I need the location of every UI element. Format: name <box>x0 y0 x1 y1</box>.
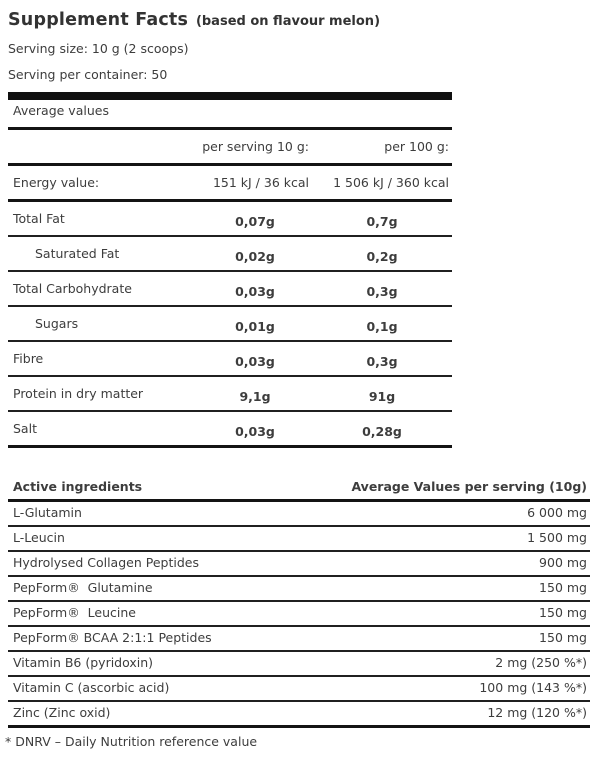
table-row <box>8 306 452 341</box>
row-value-per-100g: 0,3g <box>366 354 398 369</box>
active-ingredients-table <box>8 479 590 728</box>
ingredient-label: PepForm® Glutamine <box>13 580 153 595</box>
row-value-per-serving: 0,03g <box>235 284 275 299</box>
ingredient-label: Vitamin B6 (pyridoxin) <box>13 655 154 670</box>
thick-divider-bar <box>8 92 452 100</box>
row-value-per-100g: 0,3g <box>366 284 398 299</box>
ingredient-value: 2 mg (250 %*) <box>495 655 587 670</box>
ingredient-label: Zinc (Zinc oxid) <box>13 705 111 720</box>
table-row <box>8 411 452 447</box>
table-row <box>8 376 452 411</box>
table-row <box>8 626 590 651</box>
table-header-row <box>8 479 590 501</box>
row-value-per-100g: 1 506 kJ / 360 kcal <box>333 175 449 190</box>
row-value-per-100g: 0,1g <box>366 319 398 334</box>
table-row <box>8 651 590 676</box>
row-label: Saturated Fat <box>35 246 120 261</box>
ingredient-value: 150 mg <box>539 605 587 620</box>
table-row <box>8 501 590 527</box>
ingredient-value: 1 500 mg <box>527 530 587 545</box>
ingredient-value: 100 mg (143 %*) <box>479 680 587 695</box>
row-value-per-100g: 0,2g <box>366 249 398 264</box>
table-row <box>8 576 590 601</box>
nutrition-values-table <box>8 100 452 448</box>
row-value-per-serving: 0,02g <box>235 249 275 264</box>
average-values-header: Average Values per serving (10g) <box>351 479 587 494</box>
ingredient-label: Vitamin C (ascorbic acid) <box>13 680 170 695</box>
row-value-per-serving: 0,07g <box>235 214 275 229</box>
row-label: Energy value: <box>13 175 100 190</box>
table-header-row <box>8 129 452 165</box>
table-row <box>8 100 452 129</box>
page-subtitle: (based on flavour melon) <box>195 14 381 29</box>
row-value-per-serving: 0,03g <box>235 424 275 439</box>
dnrv-footnote: * DNRV – Daily Nutrition reference value <box>5 734 258 749</box>
row-label: Total Carbohydrate <box>13 281 132 296</box>
ingredient-value: 12 mg (120 %*) <box>487 705 587 720</box>
row-label: Total Fat <box>13 211 65 226</box>
ingredient-label: L-Leucin <box>13 530 65 545</box>
ingredient-value: 150 mg <box>539 630 587 645</box>
table-row <box>8 601 590 626</box>
table-row <box>8 676 590 701</box>
row-value-per-100g: 0,7g <box>366 214 398 229</box>
table-row <box>8 236 452 271</box>
average-values-label: Average values <box>13 103 109 118</box>
row-label: Fibre <box>13 351 44 366</box>
page-title: Supplement Facts <box>8 10 189 30</box>
row-value-per-serving: 0,01g <box>235 319 275 334</box>
row-value-per-serving: 151 kJ / 36 kcal <box>212 175 309 190</box>
ingredient-label: PepForm® Leucine <box>13 605 136 620</box>
ingredient-label: L-Glutamin <box>13 505 82 520</box>
row-value-per-serving: 0,03g <box>235 354 275 369</box>
row-value-per-100g: 91g <box>368 389 396 404</box>
table-row <box>8 165 452 201</box>
serving-size-text: Serving size: 10 g (2 scoops) <box>8 41 189 56</box>
table-row <box>8 341 452 376</box>
row-label: Sugars <box>35 316 79 331</box>
ingredient-value: 900 mg <box>539 555 587 570</box>
row-label: Protein in dry matter <box>13 386 144 401</box>
table-row <box>8 201 452 237</box>
table-row <box>8 551 590 576</box>
ingredient-label: Hydrolysed Collagen Peptides <box>13 555 199 570</box>
column-header-per-100g: per 100 g: <box>384 139 449 154</box>
row-value-per-100g: 0,28g <box>362 424 402 439</box>
ingredient-value: 6 000 mg <box>527 505 587 520</box>
row-label: Salt <box>13 421 37 436</box>
table-row <box>8 701 590 727</box>
ingredient-value: 150 mg <box>539 580 587 595</box>
spacer-cell <box>8 129 198 165</box>
table-row <box>8 271 452 306</box>
servings-per-container-text: Serving per container: 50 <box>8 67 168 82</box>
title-row <box>8 10 605 30</box>
ingredient-label: PepForm® BCAA 2:1:1 Peptides <box>13 630 212 645</box>
row-value-per-serving: 9,1g <box>239 389 271 404</box>
column-header-per-serving: per serving 10 g: <box>202 139 309 154</box>
table-row <box>8 526 590 551</box>
active-ingredients-header: Active ingredients <box>13 479 143 494</box>
